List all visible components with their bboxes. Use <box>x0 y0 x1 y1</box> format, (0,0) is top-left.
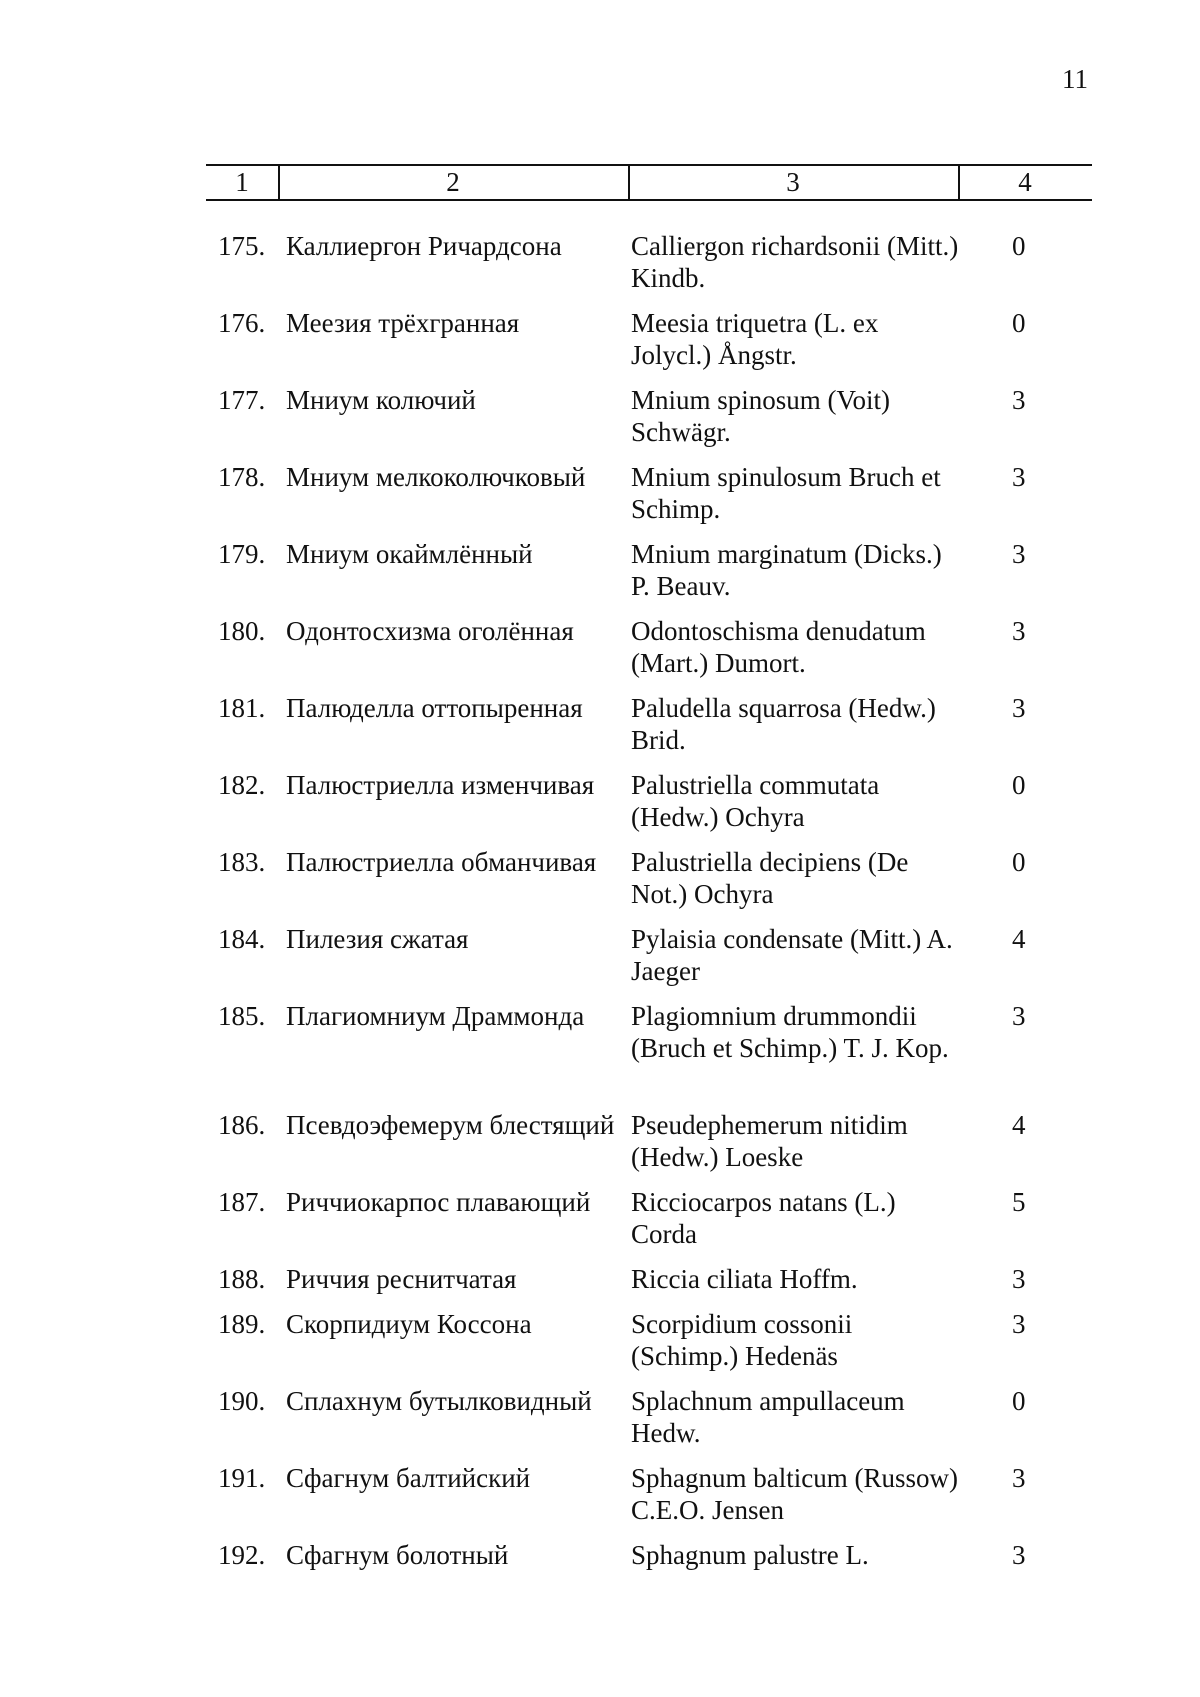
category: 3 <box>1012 462 1026 492</box>
row-number: 179. <box>218 539 266 569</box>
row-number: 187. <box>218 1187 266 1217</box>
latin-name: Palustriella commutata (Hedw.) Ochyra <box>631 770 880 832</box>
table-row <box>0 384 1200 461</box>
table-row <box>0 1263 1200 1308</box>
row-number: 176. <box>218 308 266 338</box>
table-row <box>0 461 1200 538</box>
latin-name: Mnium spinulosum Bruch et Schimp. <box>631 462 941 524</box>
latin-name: Sphagnum balticum (Russow) C.E.O. Jensen <box>631 1463 958 1525</box>
row-number: 181. <box>218 693 266 723</box>
category: 3 <box>1012 616 1026 646</box>
table-row <box>0 923 1200 1000</box>
table-row <box>0 615 1200 692</box>
category: 4 <box>1012 1110 1026 1140</box>
category: 3 <box>1012 1309 1026 1339</box>
table-header <box>206 164 1092 201</box>
latin-name: Scorpidium cossonii (Schimp.) Hedenäs <box>631 1309 853 1371</box>
species-table <box>0 230 1200 1584</box>
table-row <box>0 1000 1200 1109</box>
russian-name: Сфагнум болотный <box>286 1540 509 1570</box>
category: 0 <box>1012 847 1026 877</box>
category: 3 <box>1012 539 1026 569</box>
russian-name: Плагиомниум Драммонда <box>286 1001 585 1031</box>
russian-name: Риччия реснитчатая <box>286 1264 517 1294</box>
header-col-4: 4 <box>1018 167 1032 197</box>
row-number: 182. <box>218 770 266 800</box>
row-number: 180. <box>218 616 266 646</box>
latin-name: Calliergon richardsonii (Mitt.) Kindb. <box>631 231 959 293</box>
table-row <box>0 1109 1200 1186</box>
latin-name: Paludella squarrosa (Hedw.) Brid. <box>631 693 936 755</box>
latin-name: Pseudephemerum nitidim (Hedw.) Loeske <box>631 1110 908 1172</box>
latin-name: Mnium marginatum (Dicks.) P. Beauv. <box>631 539 942 601</box>
russian-name: Скорпидиум Коссона <box>286 1309 532 1339</box>
table-row <box>0 1462 1200 1539</box>
russian-name: Мниум окаймлённый <box>286 539 533 569</box>
row-number: 185. <box>218 1001 266 1031</box>
latin-name: Palustriella decipiens (De Not.) Ochyra <box>631 847 909 909</box>
latin-name: Plagiomnium drummondii (Bruch et Schimp.) T. J. Kop. <box>631 1001 949 1063</box>
row-number: 192. <box>218 1540 266 1570</box>
row-number: 191. <box>218 1463 266 1493</box>
row-number: 177. <box>218 385 266 415</box>
row-number: 188. <box>218 1264 266 1294</box>
latin-name: Mnium spinosum (Voit) Schwägr. <box>631 385 891 447</box>
table-row <box>0 769 1200 846</box>
table-row <box>0 1539 1200 1584</box>
row-number: 189. <box>218 1309 266 1339</box>
russian-name: Палюстриелла изменчивая <box>286 770 595 800</box>
russian-name: Мниум мелкоколючковый <box>286 462 586 492</box>
russian-name: Пилезия сжатая <box>286 924 469 954</box>
category: 3 <box>1012 1264 1026 1294</box>
row-number: 186. <box>218 1110 266 1140</box>
russian-name: Меезия трёхгранная <box>286 308 520 338</box>
russian-name: Мниум колючий <box>286 385 476 415</box>
russian-name: Палюделла оттопыренная <box>286 693 583 723</box>
table-row <box>0 307 1200 384</box>
category: 3 <box>1012 1540 1026 1570</box>
table-row <box>0 230 1200 307</box>
category: 0 <box>1012 1386 1026 1416</box>
table-row <box>0 538 1200 615</box>
category: 0 <box>1012 308 1026 338</box>
latin-name: Sphagnum palustre L. <box>631 1540 869 1570</box>
russian-name: Сплахнум бутылковидный <box>286 1386 592 1416</box>
latin-name: Splachnum ampullaceum Hedw. <box>631 1386 905 1448</box>
category: 3 <box>1012 385 1026 415</box>
latin-name: Meesia triquetra (L. ex Jolycl.) Ångstr. <box>631 308 879 370</box>
row-number: 178. <box>218 462 266 492</box>
row-number: 184. <box>218 924 266 954</box>
table-row <box>0 1385 1200 1462</box>
table-row <box>0 846 1200 923</box>
table-row <box>0 1186 1200 1263</box>
russian-name: Сфагнум балтийский <box>286 1463 531 1493</box>
row-number: 190. <box>218 1386 266 1416</box>
latin-name: Pylaisia condensate (Mitt.) A. Jaeger <box>631 924 953 986</box>
category: 4 <box>1012 924 1026 954</box>
category: 5 <box>1012 1187 1026 1217</box>
russian-name: Риччиокарпос плавающий <box>286 1187 591 1217</box>
table-row <box>0 1308 1200 1385</box>
header-col-2: 2 <box>446 167 460 197</box>
russian-name: Палюстриелла обманчивая <box>286 847 597 877</box>
page-number: 11 <box>1062 64 1088 94</box>
latin-name: Riccia ciliata Hoffm. <box>631 1264 858 1294</box>
latin-name: Ricciocarpos natans (L.) Corda <box>631 1187 896 1249</box>
table-row <box>0 692 1200 769</box>
row-number: 175. <box>218 231 266 261</box>
latin-name: Odontoschisma denudatum (Mart.) Dumort. <box>631 616 926 678</box>
category: 3 <box>1012 693 1026 723</box>
row-number: 183. <box>218 847 266 877</box>
header-col-1: 1 <box>235 167 249 197</box>
russian-name: Псевдоэфемерум блестящий <box>286 1110 615 1140</box>
header-col-3: 3 <box>786 167 800 197</box>
russian-name: Каллиергон Ричардсона <box>286 231 562 261</box>
category: 3 <box>1012 1463 1026 1493</box>
category: 0 <box>1012 770 1026 800</box>
category: 0 <box>1012 231 1026 261</box>
russian-name: Одонтосхизма оголённая <box>286 616 574 646</box>
category: 3 <box>1012 1001 1026 1031</box>
